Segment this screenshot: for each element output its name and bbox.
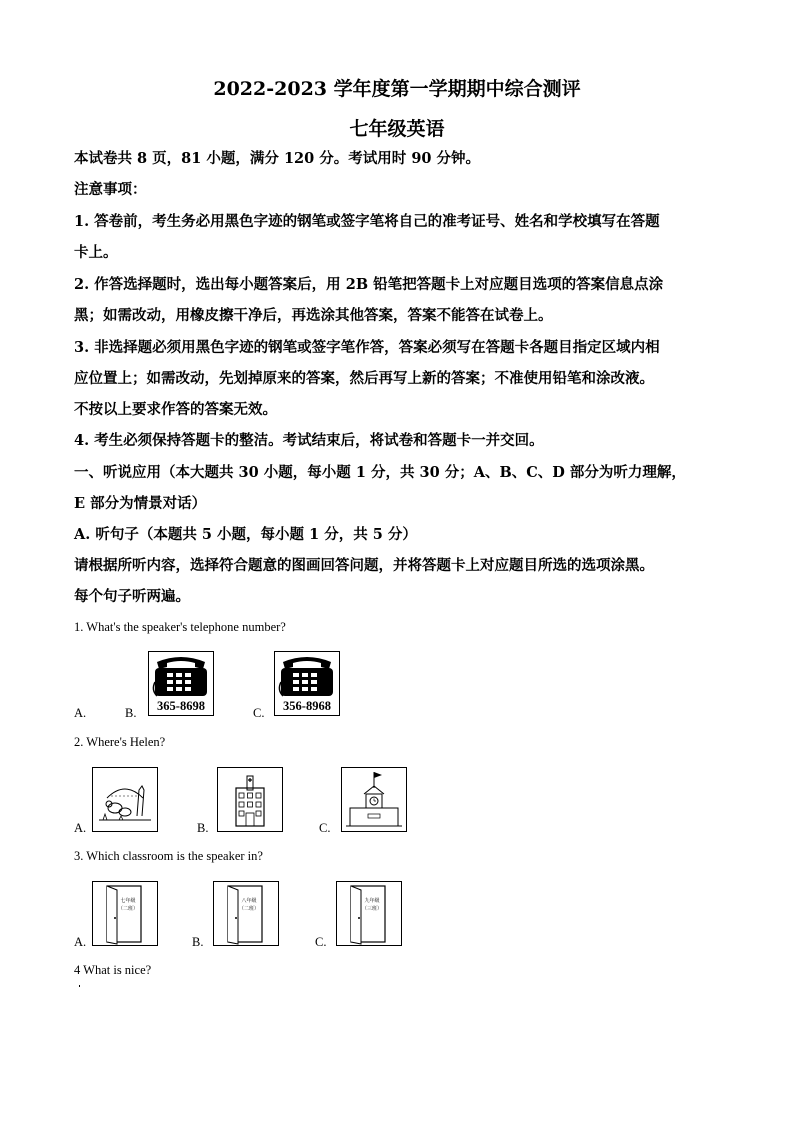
stray-mark: [79, 985, 80, 987]
phone-number-b: 365-8698: [157, 699, 205, 713]
q3-option-c-label[interactable]: C.: [315, 935, 327, 949]
notice-4: 4. 考生必须保持答题卡的整洁。考试结束后，将试卷和答题卡一并交回。: [74, 432, 544, 449]
q2-option-c-image[interactable]: [341, 767, 407, 832]
class-sign-grade: 八年级: [241, 898, 257, 904]
q2-option-c-label[interactable]: C.: [319, 821, 331, 835]
telephone-icon: [149, 652, 213, 700]
q3-option-c-image[interactable]: [336, 881, 402, 946]
notice-2-line-2: 黑；如需改动，用橡皮擦干净后，再选涂其他答案，答案不能答在试卷上。: [74, 307, 553, 324]
q2-option-b-image[interactable]: [217, 767, 283, 832]
part-a-heading: A. 听句子（本题共 5 小题，每小题 1 分，共 5 分）: [74, 526, 417, 543]
class-sign-class: （三班）: [361, 906, 383, 912]
q1-option-a-label[interactable]: A.: [74, 706, 87, 720]
part-a-instruction-1: 请根据所听内容，选择符合题意的图画回答问题，并将答题卡上对应题目所选的选项涂黑。: [74, 557, 654, 574]
notice-2-line-1: 2. 作答选择题时，选出每小题答案后，用 2B 铅笔把答题卡上对应题目选项的答案信息点涂: [74, 276, 664, 293]
class-sign-grade: 七年级: [120, 898, 136, 904]
part-a-instruction-2: 每个句子听两遍。: [74, 588, 190, 605]
notice-3-line-2: 应位置上；如需改动，先划掉原来的答案，然后再写上新的答案；不准使用铅笔和涂改液。: [74, 370, 654, 387]
telephone-icon: [275, 652, 339, 700]
question-3-text: 3. Which classroom is the speaker in?: [74, 849, 263, 863]
classroom-door-icon: [337, 882, 401, 945]
question-1-text: 1. What's the speaker's telephone number?: [74, 620, 286, 634]
q1-option-c-label[interactable]: C.: [253, 706, 265, 720]
q1-option-b-label[interactable]: B.: [125, 706, 137, 720]
exam-info: 本试卷共 8 页，81 小题，满分 120 分。考试用时 90 分钟。: [74, 150, 481, 167]
q2-option-a-label[interactable]: A.: [74, 821, 87, 835]
class-sign-grade: 九年级: [364, 898, 380, 904]
exam-subtitle: 七年级英语: [349, 118, 445, 140]
class-sign-class: （二班）: [117, 906, 139, 912]
q3-option-a-label[interactable]: A.: [74, 935, 87, 949]
exam-title: 2022-2023 学年度第一学期期中综合测评: [213, 78, 581, 100]
q2-option-a-image[interactable]: [92, 767, 158, 832]
classroom-door-icon: [93, 882, 157, 945]
q2-option-b-label[interactable]: B.: [197, 821, 209, 835]
question-4-text: 4 What is nice?: [74, 963, 152, 977]
notice-title: 注意事项：: [74, 181, 147, 198]
notice-3-line-3: 不按以上要求作答的答案无效。: [74, 401, 277, 418]
hospital-icon: [218, 768, 282, 831]
question-2-text: 2. Where's Helen?: [74, 735, 166, 749]
notice-1-line-1: 1. 答卷前，考生务必用黑色字迹的钢笔或签字笔将自己的准考证号、姓名和学校填写在答题: [74, 213, 660, 230]
school-icon: [342, 768, 406, 831]
classroom-door-icon: [214, 882, 278, 945]
notice-3-line-1: 3. 非选择题必须用黑色字迹的钢笔或签字笔作答，答案必须写在答题卡各题目指定区域内相: [74, 339, 660, 356]
class-sign-class: （二班）: [238, 906, 260, 912]
zoo-icon: [93, 768, 157, 831]
section-heading-line-2: E 部分为情景对话）: [74, 495, 207, 512]
notice-1-line-2: 卡上。: [74, 244, 118, 261]
section-heading-line-1: 一、听说应用（本大题共 30 小题，每小题 1 分，共 30 分；A、B、C、D 部分为听力理解，: [74, 464, 686, 481]
q3-option-a-image[interactable]: [92, 881, 158, 946]
q3-option-b-label[interactable]: B.: [192, 935, 204, 949]
q1-option-c-image[interactable]: [274, 651, 340, 716]
phone-number-c: 356-8968: [283, 699, 331, 713]
q1-option-b-image[interactable]: [148, 651, 214, 716]
q3-option-b-image[interactable]: [213, 881, 279, 946]
